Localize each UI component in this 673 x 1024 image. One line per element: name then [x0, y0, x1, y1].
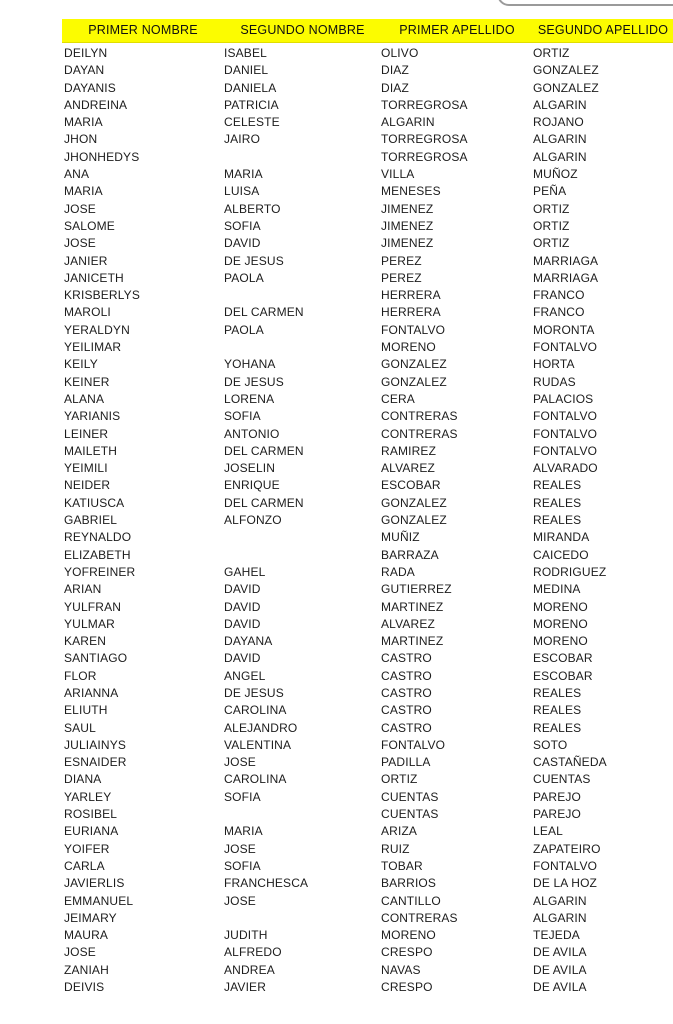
- table-cell: OLIVO: [381, 46, 419, 60]
- table-row: [62, 720, 673, 737]
- table-cell: DEL CARMEN: [224, 443, 304, 458]
- table-cell: CASTAÑEDA: [533, 755, 607, 770]
- table-cell: PADILLA: [381, 755, 431, 770]
- table-cell: GABRIEL: [64, 513, 118, 528]
- table-cell: JOSE: [64, 945, 96, 960]
- table-cell: CONTRERAS: [381, 409, 458, 424]
- table-cell: DAYANIS: [64, 80, 116, 95]
- table-cell: HERRERA: [381, 288, 441, 303]
- table-cell: SOFIA: [224, 858, 261, 873]
- table-cell: ALGARIN: [533, 910, 587, 925]
- table-row: [62, 789, 673, 806]
- table-cell: LEAL: [533, 824, 563, 839]
- table-cell: JOSELIN: [224, 461, 276, 476]
- table-cell: ALGARIN: [381, 115, 435, 130]
- table-cell: ZANIAH: [64, 962, 109, 977]
- table-cell: SOTO: [533, 737, 568, 752]
- table-row: [62, 443, 673, 460]
- table-row: [62, 702, 673, 719]
- table-cell: ANDREA: [224, 962, 275, 977]
- table-cell: REALES: [533, 703, 582, 718]
- table-cell: ALVAREZ: [381, 616, 435, 631]
- table-cell: JUDITH: [224, 928, 268, 943]
- table-cell: GUTIERREZ: [381, 582, 452, 597]
- table-cell: ALGARIN: [533, 893, 587, 908]
- table-cell: GONZALEZ: [381, 495, 447, 510]
- table-cell: GONZALEZ: [381, 357, 447, 372]
- column-header-primer-nombre: PRIMER NOMBRE: [88, 23, 198, 37]
- table-cell: ESNAIDER: [64, 755, 127, 770]
- table-cell: SOFIA: [224, 789, 261, 804]
- table-cell: DAVID: [224, 582, 261, 597]
- table-row: [62, 893, 673, 910]
- table-cell: RADA: [381, 564, 415, 579]
- table-row: [62, 374, 673, 391]
- table-cell: [224, 287, 381, 304]
- table-cell: JAIRO: [224, 132, 261, 147]
- table-cell: FRANCHESCA: [224, 876, 309, 891]
- table-row: [62, 235, 673, 252]
- table-cell: ALEJANDRO: [224, 720, 298, 735]
- table-cell: DIAZ: [381, 63, 409, 78]
- table-cell: HORTA: [533, 357, 575, 372]
- table-cell: ELIZABETH: [64, 547, 131, 562]
- table-row: [62, 806, 673, 823]
- table-cell: PAREJO: [533, 789, 582, 804]
- table-row: [62, 564, 673, 581]
- table-cell: DE LA HOZ: [533, 876, 598, 891]
- table-cell: BARRIOS: [381, 876, 437, 891]
- table-cell: [224, 910, 381, 927]
- table-cell: JANICETH: [64, 270, 124, 285]
- table-cell: ELIUTH: [64, 703, 108, 718]
- table-cell: MORENO: [381, 340, 436, 355]
- table-cell: YOHANA: [224, 357, 276, 372]
- table-cell: ORTIZ: [381, 772, 418, 787]
- table-cell: VILLA: [381, 167, 415, 182]
- table-cell: REALES: [533, 495, 582, 510]
- table-row: [62, 45, 673, 62]
- table-cell: CUENTAS: [381, 807, 439, 822]
- table-cell: KAREN: [64, 634, 107, 649]
- table-cell: MENESES: [381, 184, 441, 199]
- table-cell: ZAPATEIRO: [533, 841, 601, 856]
- table-cell: TOBAR: [381, 858, 423, 873]
- table-cell: REALES: [533, 720, 582, 735]
- table-cell: ESCOBAR: [533, 668, 593, 683]
- table-row: [62, 287, 673, 304]
- table-cell: EMMANUEL: [64, 893, 134, 908]
- table-cell: ALGARIN: [533, 149, 587, 164]
- table-cell: JAVIER: [224, 980, 267, 995]
- table-row: [62, 771, 673, 788]
- table-cell: YOFREINER: [64, 564, 136, 579]
- table-cell: MORENO: [533, 634, 588, 649]
- table-cell: REALES: [533, 478, 582, 493]
- table-cell: VALENTINA: [224, 737, 292, 752]
- table-cell: RUDAS: [533, 374, 576, 389]
- table-cell: CONTRERAS: [381, 426, 458, 441]
- table-cell: PEREZ: [381, 253, 422, 268]
- table-row: [62, 426, 673, 443]
- table-cell: ANGEL: [224, 668, 266, 683]
- table-row: [62, 166, 673, 183]
- table-cell: DAVID: [224, 616, 261, 631]
- table-cell: RAMIREZ: [381, 443, 437, 458]
- table-cell: ROJANO: [533, 115, 584, 130]
- table-cell: FONTALVO: [381, 737, 446, 752]
- table-row: [62, 339, 673, 356]
- table-cell: JIMENEZ: [381, 218, 434, 233]
- table-cell: ALGARIN: [533, 97, 587, 112]
- table-cell: ALFREDO: [224, 945, 282, 960]
- table-cell: TEJEDA: [533, 928, 580, 943]
- table-cell: JHON: [64, 132, 98, 147]
- table-cell: PATRICIA: [224, 97, 279, 112]
- table-cell: RODRIGUEZ: [533, 564, 607, 579]
- table-cell: JANIER: [64, 253, 108, 268]
- table-row: [62, 253, 673, 270]
- table-cell: EURIANA: [64, 824, 119, 839]
- table-row: [62, 823, 673, 840]
- table-row: [62, 97, 673, 114]
- table-cell: ORTIZ: [533, 201, 570, 216]
- table-cell: MORONTA: [533, 322, 595, 337]
- table-cell: SALOME: [64, 218, 115, 233]
- table-cell: MEDINA: [533, 582, 581, 597]
- table-cell: CRESPO: [381, 945, 433, 960]
- table-cell: [224, 547, 381, 564]
- table-row: [62, 218, 673, 235]
- table-cell: NAVAS: [381, 962, 421, 977]
- table-cell: CASTRO: [381, 668, 432, 683]
- table-cell: LEINER: [64, 426, 109, 441]
- column-header-segundo-nombre: SEGUNDO NOMBRE: [240, 23, 365, 37]
- table-cell: TORREGROSA: [381, 97, 468, 112]
- table-cell: YERALDYN: [64, 322, 130, 337]
- table-row: [62, 114, 673, 131]
- table-row: [62, 529, 673, 546]
- table-row: [62, 512, 673, 529]
- table-cell: CERA: [381, 391, 415, 406]
- table-cell: MARIA: [224, 824, 263, 839]
- table-cell: MAROLI: [64, 305, 111, 320]
- table-row: [62, 391, 673, 408]
- table-cell: ALANA: [64, 391, 105, 406]
- table-cell: ISABEL: [224, 46, 267, 60]
- table-row: [62, 599, 673, 616]
- table-cell: NEIDER: [64, 478, 111, 493]
- table-cell: ENRIQUE: [224, 478, 280, 493]
- table-cell: YOIFER: [64, 841, 110, 856]
- table-cell: FONTALVO: [533, 409, 598, 424]
- table-cell: DE AVILA: [533, 962, 587, 977]
- table-cell: CONTRERAS: [381, 910, 458, 925]
- table-cell: CUENTAS: [381, 789, 439, 804]
- table-cell: DE AVILA: [533, 945, 587, 960]
- table-cell: ALGARIN: [533, 132, 587, 147]
- table-row: [62, 80, 673, 97]
- table-cell: LORENA: [224, 391, 275, 406]
- table-row: [62, 685, 673, 702]
- table-cell: PAOLA: [224, 322, 264, 337]
- table-row: [62, 910, 673, 927]
- table-cell: PAREJO: [533, 807, 582, 822]
- table-cell: KEINER: [64, 374, 110, 389]
- table-cell: [224, 806, 381, 823]
- table-cell: ROSIBEL: [64, 807, 118, 822]
- table-row: [62, 858, 673, 875]
- table-cell: [224, 149, 381, 166]
- table-cell: JAVIERLIS: [64, 876, 125, 891]
- table-cell: DE JESUS: [224, 374, 284, 389]
- table-cell: MARTINEZ: [381, 634, 444, 649]
- table-cell: YARIANIS: [64, 409, 121, 424]
- table-cell: DAVID: [224, 236, 261, 251]
- table-cell: PALACIOS: [533, 391, 594, 406]
- table-row: [62, 270, 673, 287]
- table-cell: CAICEDO: [533, 547, 589, 562]
- table-cell: DAVID: [224, 651, 261, 666]
- table-row: [62, 668, 673, 685]
- table-cell: JIMENEZ: [381, 236, 434, 251]
- table-cell: MAILETH: [64, 443, 118, 458]
- table-cell: YEILIMAR: [64, 340, 122, 355]
- table-cell: HERRERA: [381, 305, 441, 320]
- table-cell: ORTIZ: [533, 218, 570, 233]
- table-cell: ORTIZ: [533, 46, 570, 60]
- table-cell: GONZALEZ: [381, 513, 447, 528]
- table-cell: RUIZ: [381, 841, 410, 856]
- table-cell: MAURA: [64, 928, 109, 943]
- table-cell: CAROLINA: [224, 703, 287, 718]
- table-cell: ARIANNA: [64, 685, 119, 700]
- table-row: [62, 737, 673, 754]
- table-cell: YULFRAN: [64, 599, 122, 614]
- table-cell: REALES: [533, 685, 582, 700]
- table-cell: JOSE: [224, 755, 256, 770]
- table-cell: DANIELA: [224, 80, 277, 95]
- table-cell: [224, 339, 381, 356]
- table-cell: JHONHEDYS: [64, 149, 140, 164]
- cropped-search-box[interactable]: [497, 0, 673, 6]
- table-row: [62, 944, 673, 961]
- table-cell: JIMENEZ: [381, 201, 434, 216]
- table-cell: ALFONZO: [224, 513, 282, 528]
- table-cell: ALVARADO: [533, 461, 598, 476]
- table-row: [62, 460, 673, 477]
- table-cell: MUÑOZ: [533, 167, 578, 182]
- table-cell: FONTALVO: [533, 340, 598, 355]
- table-cell: TORREGROSA: [381, 132, 468, 147]
- column-header-segundo-apellido: SEGUNDO APELLIDO: [537, 23, 669, 37]
- table-row: [62, 495, 673, 512]
- table-cell: ARIZA: [381, 824, 418, 839]
- table-cell: ANTONIO: [224, 426, 280, 441]
- table-cell: CARLA: [64, 858, 105, 873]
- table-cell: CANTILLO: [381, 893, 441, 908]
- table-row: [62, 875, 673, 892]
- table-row: [62, 356, 673, 373]
- table-cell: JOSE: [64, 236, 96, 251]
- table-cell: MORENO: [381, 928, 436, 943]
- table-cell: YARLEY: [64, 789, 112, 804]
- table-cell: GAHEL: [224, 564, 266, 579]
- table-cell: ANDREINA: [64, 97, 128, 112]
- table-cell: GONZALEZ: [533, 80, 599, 95]
- table-row: [62, 322, 673, 339]
- table-cell: FONTALVO: [533, 858, 598, 873]
- table-cell: KATIUSCA: [64, 495, 125, 510]
- table-cell: DE AVILA: [533, 980, 587, 995]
- table-cell: GONZALEZ: [533, 63, 599, 78]
- table-cell: MORENO: [533, 599, 588, 614]
- table-cell: JOSE: [224, 841, 256, 856]
- table-cell: ESCOBAR: [533, 651, 593, 666]
- table-cell: FRANCO: [533, 288, 585, 303]
- table-cell: DIANA: [64, 772, 102, 787]
- table-cell: DAVID: [224, 599, 261, 614]
- table-row: [62, 408, 673, 425]
- table-cell: FONTALVO: [381, 322, 446, 337]
- table-cell: ALVAREZ: [381, 461, 435, 476]
- table-cell: TORREGROSA: [381, 149, 468, 164]
- table-cell: CUENTAS: [533, 772, 591, 787]
- table-cell: CASTRO: [381, 685, 432, 700]
- table-cell: ESCOBAR: [381, 478, 441, 493]
- table-cell: REYNALDO: [64, 530, 132, 545]
- table-cell: DE JESUS: [224, 253, 284, 268]
- table-body: [62, 43, 673, 996]
- table-cell: FRANCO: [533, 305, 585, 320]
- table-row: [62, 979, 673, 996]
- table-cell: CRESPO: [381, 980, 433, 995]
- table-cell: MARIA: [64, 115, 103, 130]
- table-cell: CASTRO: [381, 703, 432, 718]
- table-cell: DEILYN: [64, 46, 108, 60]
- table-cell: MARIA: [64, 184, 103, 199]
- table-cell: BARRAZA: [381, 547, 439, 562]
- table-row: [62, 841, 673, 858]
- table-row: [62, 962, 673, 979]
- table-cell: MARIA: [224, 167, 263, 182]
- table-row: [62, 927, 673, 944]
- table-cell: MORENO: [533, 616, 588, 631]
- table-cell: YEIMILI: [64, 461, 108, 476]
- table-cell: ANA: [64, 167, 90, 182]
- table-cell: SAUL: [64, 720, 96, 735]
- table-cell: MARRIAGA: [533, 253, 599, 268]
- table-cell: KEILY: [64, 357, 98, 372]
- column-header-primer-apellido: PRIMER APELLIDO: [399, 23, 515, 37]
- table-cell: DANIEL: [224, 63, 269, 78]
- table-cell: JOSE: [224, 893, 256, 908]
- table-row: [62, 477, 673, 494]
- table-cell: SANTIAGO: [64, 651, 128, 666]
- table-row: [62, 547, 673, 564]
- table-cell: [224, 529, 381, 546]
- table-cell: DEIVIS: [64, 980, 105, 995]
- table-cell: DEL CARMEN: [224, 495, 304, 510]
- table-cell: FONTALVO: [533, 443, 598, 458]
- table-cell: CASTRO: [381, 651, 432, 666]
- table-row: [62, 183, 673, 200]
- table-row: [62, 304, 673, 321]
- table-row: [62, 633, 673, 650]
- table-cell: MUÑIZ: [381, 530, 420, 545]
- table-cell: CASTRO: [381, 720, 432, 735]
- table-cell: DAYANA: [224, 634, 273, 649]
- table-cell: PEÑA: [533, 184, 567, 199]
- table-cell: MARTINEZ: [381, 599, 444, 614]
- table-row: [62, 201, 673, 218]
- table-cell: DEL CARMEN: [224, 305, 304, 320]
- table-cell: LUISA: [224, 184, 260, 199]
- table-cell: DE JESUS: [224, 685, 284, 700]
- table-row: [62, 754, 673, 771]
- table-cell: ARIAN: [64, 582, 102, 597]
- table-row: [62, 650, 673, 667]
- table-cell: GONZALEZ: [381, 374, 447, 389]
- table-header-row: [62, 19, 673, 43]
- table-cell: JULIAINYS: [64, 737, 127, 752]
- table-cell: JEIMARY: [64, 910, 117, 925]
- table-cell: DIAZ: [381, 80, 409, 95]
- table-row: [62, 131, 673, 148]
- table-cell: REALES: [533, 513, 582, 528]
- table-cell: SOFIA: [224, 218, 261, 233]
- table-cell: YULMAR: [64, 616, 115, 631]
- table-cell: DAYAN: [64, 63, 105, 78]
- table-cell: MIRANDA: [533, 530, 590, 545]
- table-cell: ORTIZ: [533, 236, 570, 251]
- table-cell: FLOR: [64, 668, 97, 683]
- table-cell: JOSE: [64, 201, 96, 216]
- table-cell: CELESTE: [224, 115, 280, 130]
- table-row: [62, 581, 673, 598]
- table-cell: ALBERTO: [224, 201, 281, 216]
- table-cell: SOFIA: [224, 409, 261, 424]
- table-row: [62, 149, 673, 166]
- table-cell: FONTALVO: [533, 426, 598, 441]
- names-table: [62, 19, 673, 996]
- table-row: [62, 62, 673, 79]
- table-cell: CAROLINA: [224, 772, 287, 787]
- table-cell: PEREZ: [381, 270, 422, 285]
- table-cell: KRISBERLYS: [64, 288, 140, 303]
- table-cell: PAOLA: [224, 270, 264, 285]
- table-row: [62, 616, 673, 633]
- table-cell: MARRIAGA: [533, 270, 599, 285]
